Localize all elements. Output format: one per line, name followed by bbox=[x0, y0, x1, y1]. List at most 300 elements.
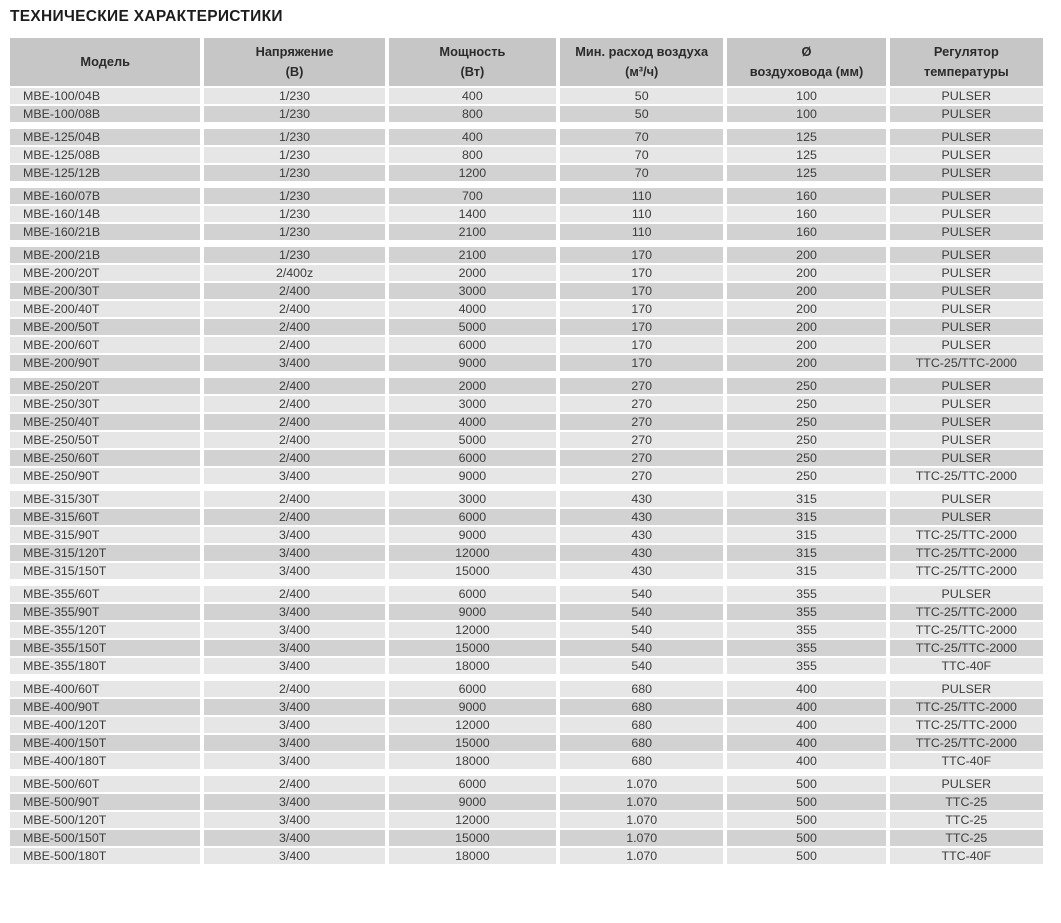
value-cell: PULSER bbox=[890, 776, 1043, 792]
column-header bbox=[204, 38, 384, 86]
table-row bbox=[10, 206, 1043, 222]
model-cell: MBE-200/40T bbox=[10, 301, 200, 317]
value-cell: 680 bbox=[560, 699, 723, 715]
model-cell: MBE-500/60T bbox=[10, 776, 200, 792]
value-cell: 1/230 bbox=[204, 165, 384, 181]
value-cell: 355 bbox=[727, 658, 885, 674]
value-cell: 3/400 bbox=[204, 622, 384, 638]
value-cell: 4000 bbox=[389, 414, 556, 430]
value-cell: PULSER bbox=[890, 147, 1043, 163]
value-cell: 540 bbox=[560, 622, 723, 638]
value-cell: 1/230 bbox=[204, 224, 384, 240]
value-cell: 2/400 bbox=[204, 432, 384, 448]
table-row bbox=[10, 319, 1043, 335]
value-cell: 430 bbox=[560, 491, 723, 507]
value-cell: 2/400 bbox=[204, 450, 384, 466]
value-cell: 500 bbox=[727, 794, 885, 810]
model-cell: MBE-200/60T bbox=[10, 337, 200, 353]
value-cell: 5000 bbox=[389, 319, 556, 335]
value-cell: PULSER bbox=[890, 681, 1043, 697]
value-cell: 500 bbox=[727, 776, 885, 792]
value-cell: 170 bbox=[560, 301, 723, 317]
model-cell: MBE-500/150T bbox=[10, 830, 200, 846]
model-cell: MBE-315/30T bbox=[10, 491, 200, 507]
value-cell: 1/230 bbox=[204, 147, 384, 163]
value-cell: TTC-25/TTC-2000 bbox=[890, 527, 1043, 543]
group-separator-cell bbox=[10, 124, 1043, 127]
value-cell: 3/400 bbox=[204, 753, 384, 769]
model-cell: MBE-250/50T bbox=[10, 432, 200, 448]
value-cell: 9000 bbox=[389, 604, 556, 620]
model-cell: MBE-250/20T bbox=[10, 378, 200, 394]
group-separator-cell bbox=[10, 581, 1043, 584]
value-cell: 680 bbox=[560, 735, 723, 751]
table-row bbox=[10, 301, 1043, 317]
value-cell: 3/400 bbox=[204, 699, 384, 715]
value-cell: 680 bbox=[560, 681, 723, 697]
value-cell: 3/400 bbox=[204, 812, 384, 828]
value-cell: 270 bbox=[560, 432, 723, 448]
spec-table bbox=[6, 36, 1047, 866]
value-cell: 540 bbox=[560, 604, 723, 620]
header-row bbox=[10, 38, 1043, 86]
value-cell: 2000 bbox=[389, 378, 556, 394]
value-cell: 540 bbox=[560, 640, 723, 656]
column-header bbox=[10, 38, 200, 86]
table-row bbox=[10, 794, 1043, 810]
table-row bbox=[10, 450, 1043, 466]
table-row bbox=[10, 265, 1043, 281]
group-separator bbox=[10, 373, 1043, 376]
value-cell: PULSER bbox=[890, 378, 1043, 394]
group-separator bbox=[10, 242, 1043, 245]
value-cell: 3/400 bbox=[204, 545, 384, 561]
value-cell: TTC-25/TTC-2000 bbox=[890, 640, 1043, 656]
value-cell: 500 bbox=[727, 848, 885, 864]
value-cell: 270 bbox=[560, 396, 723, 412]
value-cell: 15000 bbox=[389, 830, 556, 846]
group-separator bbox=[10, 771, 1043, 774]
value-cell: 125 bbox=[727, 129, 885, 145]
model-cell: MBE-250/30T bbox=[10, 396, 200, 412]
table-row bbox=[10, 247, 1043, 263]
value-cell: 430 bbox=[560, 509, 723, 525]
value-cell: 400 bbox=[727, 699, 885, 715]
value-cell: 200 bbox=[727, 337, 885, 353]
column-header-line1: Модель bbox=[80, 54, 130, 70]
value-cell: TTC-25/TTC-2000 bbox=[890, 604, 1043, 620]
value-cell: 400 bbox=[389, 129, 556, 145]
value-cell: TTC-40F bbox=[890, 753, 1043, 769]
column-header-line1: Ø bbox=[801, 44, 812, 60]
value-cell: 170 bbox=[560, 319, 723, 335]
model-cell: MBE-400/90T bbox=[10, 699, 200, 715]
value-cell: 250 bbox=[727, 414, 885, 430]
table-row bbox=[10, 88, 1043, 104]
model-cell: MBE-315/150T bbox=[10, 563, 200, 579]
model-cell: MBE-125/12B bbox=[10, 165, 200, 181]
value-cell: 12000 bbox=[389, 717, 556, 733]
table-row bbox=[10, 165, 1043, 181]
value-cell: 50 bbox=[560, 88, 723, 104]
model-cell: MBE-100/08B bbox=[10, 106, 200, 122]
value-cell: 6000 bbox=[389, 586, 556, 602]
value-cell: 15000 bbox=[389, 735, 556, 751]
value-cell: 315 bbox=[727, 527, 885, 543]
table-row bbox=[10, 106, 1043, 122]
table-row bbox=[10, 563, 1043, 579]
value-cell: 1/230 bbox=[204, 129, 384, 145]
table-row bbox=[10, 776, 1043, 792]
value-cell: TTC-25 bbox=[890, 830, 1043, 846]
value-cell: 430 bbox=[560, 545, 723, 561]
table-row bbox=[10, 337, 1043, 353]
value-cell: 3/400 bbox=[204, 527, 384, 543]
value-cell: 3/400 bbox=[204, 848, 384, 864]
value-cell: 270 bbox=[560, 468, 723, 484]
model-cell: MBE-160/07B bbox=[10, 188, 200, 204]
value-cell: 1400 bbox=[389, 206, 556, 222]
value-cell: 2/400 bbox=[204, 396, 384, 412]
value-cell: 250 bbox=[727, 396, 885, 412]
model-cell: MBE-250/40T bbox=[10, 414, 200, 430]
table-row bbox=[10, 658, 1043, 674]
model-cell: MBE-500/120T bbox=[10, 812, 200, 828]
value-cell: 9000 bbox=[389, 794, 556, 810]
value-cell: 160 bbox=[727, 188, 885, 204]
value-cell: 6000 bbox=[389, 681, 556, 697]
value-cell: 500 bbox=[727, 830, 885, 846]
table-row bbox=[10, 188, 1043, 204]
value-cell: 1200 bbox=[389, 165, 556, 181]
value-cell: 9000 bbox=[389, 355, 556, 371]
model-cell: MBE-200/20T bbox=[10, 265, 200, 281]
value-cell: PULSER bbox=[890, 88, 1043, 104]
table-row bbox=[10, 699, 1043, 715]
value-cell: TTC-25 bbox=[890, 794, 1043, 810]
value-cell: PULSER bbox=[890, 450, 1043, 466]
value-cell: 315 bbox=[727, 545, 885, 561]
value-cell: TTC-40F bbox=[890, 658, 1043, 674]
group-separator bbox=[10, 183, 1043, 186]
value-cell: 100 bbox=[727, 106, 885, 122]
model-cell: MBE-355/150T bbox=[10, 640, 200, 656]
value-cell: 250 bbox=[727, 432, 885, 448]
value-cell: PULSER bbox=[890, 509, 1043, 525]
table-row bbox=[10, 491, 1043, 507]
table-row bbox=[10, 527, 1043, 543]
column-header-line2: температуры bbox=[923, 64, 1009, 79]
value-cell: 3/400 bbox=[204, 604, 384, 620]
group-separator-cell bbox=[10, 771, 1043, 774]
value-cell: 2/400 bbox=[204, 509, 384, 525]
value-cell: 5000 bbox=[389, 432, 556, 448]
value-cell: 250 bbox=[727, 450, 885, 466]
value-cell: PULSER bbox=[890, 247, 1043, 263]
value-cell: 270 bbox=[560, 414, 723, 430]
model-cell: MBE-125/08B bbox=[10, 147, 200, 163]
table-row bbox=[10, 509, 1043, 525]
value-cell: 400 bbox=[727, 735, 885, 751]
value-cell: 3/400 bbox=[204, 640, 384, 656]
value-cell: 4000 bbox=[389, 301, 556, 317]
table-row bbox=[10, 848, 1043, 864]
column-header-line2: (м³/ч) bbox=[625, 64, 659, 79]
value-cell: 2/400 bbox=[204, 301, 384, 317]
value-cell: 250 bbox=[727, 468, 885, 484]
value-cell: 18000 bbox=[389, 848, 556, 864]
value-cell: 3000 bbox=[389, 396, 556, 412]
model-cell: MBE-315/90T bbox=[10, 527, 200, 543]
value-cell: TTC-25/TTC-2000 bbox=[890, 622, 1043, 638]
value-cell: PULSER bbox=[890, 129, 1043, 145]
table-row bbox=[10, 378, 1043, 394]
group-separator bbox=[10, 676, 1043, 679]
table-row bbox=[10, 812, 1043, 828]
value-cell: 3/400 bbox=[204, 735, 384, 751]
table-row bbox=[10, 396, 1043, 412]
table-row bbox=[10, 432, 1043, 448]
value-cell: 1/230 bbox=[204, 106, 384, 122]
group-separator-cell bbox=[10, 373, 1043, 376]
value-cell: TTC-25/TTC-2000 bbox=[890, 468, 1043, 484]
value-cell: 200 bbox=[727, 265, 885, 281]
value-cell: 540 bbox=[560, 658, 723, 674]
value-cell: TTC-25/TTC-2000 bbox=[890, 699, 1043, 715]
value-cell: TTC-25/TTC-2000 bbox=[890, 735, 1043, 751]
group-separator bbox=[10, 486, 1043, 489]
value-cell: 9000 bbox=[389, 527, 556, 543]
value-cell: 18000 bbox=[389, 658, 556, 674]
column-header-line2: (В) bbox=[285, 64, 304, 79]
table-row bbox=[10, 830, 1043, 846]
value-cell: 355 bbox=[727, 640, 885, 656]
model-cell: MBE-355/90T bbox=[10, 604, 200, 620]
value-cell: 170 bbox=[560, 247, 723, 263]
value-cell: 50 bbox=[560, 106, 723, 122]
value-cell: TTC-25 bbox=[890, 812, 1043, 828]
value-cell: 270 bbox=[560, 450, 723, 466]
value-cell: 2100 bbox=[389, 224, 556, 240]
value-cell: 70 bbox=[560, 129, 723, 145]
value-cell: PULSER bbox=[890, 165, 1043, 181]
value-cell: 2/400 bbox=[204, 378, 384, 394]
page-title: ТЕХНИЧЕСКИЕ ХАРАКТЕРИСТИКИ bbox=[10, 8, 283, 25]
value-cell: 2000 bbox=[389, 265, 556, 281]
value-cell: 355 bbox=[727, 622, 885, 638]
value-cell: 3/400 bbox=[204, 794, 384, 810]
value-cell: PULSER bbox=[890, 432, 1043, 448]
column-header-line1: Напряжение bbox=[255, 44, 334, 60]
table-row bbox=[10, 622, 1043, 638]
model-cell: MBE-200/90T bbox=[10, 355, 200, 371]
table-row bbox=[10, 224, 1043, 240]
value-cell: 2/400 bbox=[204, 337, 384, 353]
value-cell: 70 bbox=[560, 165, 723, 181]
value-cell: 18000 bbox=[389, 753, 556, 769]
value-cell: 3/400 bbox=[204, 658, 384, 674]
value-cell: PULSER bbox=[890, 337, 1043, 353]
value-cell: 200 bbox=[727, 283, 885, 299]
model-cell: MBE-160/14B bbox=[10, 206, 200, 222]
value-cell: PULSER bbox=[890, 283, 1043, 299]
value-cell: 1.070 bbox=[560, 848, 723, 864]
table-row bbox=[10, 414, 1043, 430]
value-cell: 2/400 bbox=[204, 776, 384, 792]
value-cell: 3/400 bbox=[204, 355, 384, 371]
value-cell: 3/400 bbox=[204, 563, 384, 579]
table-row bbox=[10, 468, 1043, 484]
value-cell: PULSER bbox=[890, 319, 1043, 335]
value-cell: 680 bbox=[560, 753, 723, 769]
model-cell: MBE-355/180T bbox=[10, 658, 200, 674]
table-row bbox=[10, 604, 1043, 620]
value-cell: 355 bbox=[727, 586, 885, 602]
column-header bbox=[389, 38, 556, 86]
value-cell: 2/400z bbox=[204, 265, 384, 281]
column-header bbox=[727, 38, 885, 86]
value-cell: 3000 bbox=[389, 491, 556, 507]
group-separator-cell bbox=[10, 676, 1043, 679]
table-row bbox=[10, 717, 1043, 733]
value-cell: 315 bbox=[727, 563, 885, 579]
value-cell: PULSER bbox=[890, 206, 1043, 222]
value-cell: 12000 bbox=[389, 622, 556, 638]
value-cell: 250 bbox=[727, 378, 885, 394]
value-cell: 3000 bbox=[389, 283, 556, 299]
model-cell: MBE-160/21B bbox=[10, 224, 200, 240]
value-cell: 12000 bbox=[389, 812, 556, 828]
value-cell: 9000 bbox=[389, 699, 556, 715]
value-cell: 2/400 bbox=[204, 414, 384, 430]
value-cell: 2/400 bbox=[204, 491, 384, 507]
value-cell: 1.070 bbox=[560, 830, 723, 846]
value-cell: PULSER bbox=[890, 396, 1043, 412]
value-cell: 800 bbox=[389, 106, 556, 122]
table-row bbox=[10, 545, 1043, 561]
model-cell: MBE-500/180T bbox=[10, 848, 200, 864]
value-cell: 540 bbox=[560, 586, 723, 602]
value-cell: 170 bbox=[560, 283, 723, 299]
model-cell: MBE-315/60T bbox=[10, 509, 200, 525]
value-cell: 270 bbox=[560, 378, 723, 394]
value-cell: 200 bbox=[727, 247, 885, 263]
value-cell: 6000 bbox=[389, 509, 556, 525]
model-cell: MBE-315/120T bbox=[10, 545, 200, 561]
value-cell: 9000 bbox=[389, 468, 556, 484]
table-row bbox=[10, 735, 1043, 751]
group-separator-cell bbox=[10, 242, 1043, 245]
table-row bbox=[10, 753, 1043, 769]
value-cell: TTC-25/TTC-2000 bbox=[890, 563, 1043, 579]
value-cell: 1/230 bbox=[204, 247, 384, 263]
group-separator bbox=[10, 581, 1043, 584]
group-separator-cell bbox=[10, 486, 1043, 489]
table-row bbox=[10, 640, 1043, 656]
value-cell: 700 bbox=[389, 188, 556, 204]
value-cell: 170 bbox=[560, 355, 723, 371]
value-cell: 6000 bbox=[389, 776, 556, 792]
value-cell: TTC-25/TTC-2000 bbox=[890, 717, 1043, 733]
value-cell: 1/230 bbox=[204, 188, 384, 204]
group-separator-cell bbox=[10, 183, 1043, 186]
value-cell: PULSER bbox=[890, 301, 1043, 317]
value-cell: 3/400 bbox=[204, 468, 384, 484]
table-row bbox=[10, 355, 1043, 371]
table-row bbox=[10, 586, 1043, 602]
value-cell: 2/400 bbox=[204, 319, 384, 335]
value-cell: 160 bbox=[727, 224, 885, 240]
table-body bbox=[10, 88, 1043, 864]
value-cell: 170 bbox=[560, 265, 723, 281]
value-cell: 1.070 bbox=[560, 776, 723, 792]
value-cell: 6000 bbox=[389, 337, 556, 353]
table-row bbox=[10, 681, 1043, 697]
model-cell: MBE-400/120T bbox=[10, 717, 200, 733]
model-cell: MBE-500/90T bbox=[10, 794, 200, 810]
value-cell: 2/400 bbox=[204, 283, 384, 299]
value-cell: PULSER bbox=[890, 188, 1043, 204]
model-cell: MBE-250/60T bbox=[10, 450, 200, 466]
value-cell: 12000 bbox=[389, 545, 556, 561]
value-cell: 315 bbox=[727, 509, 885, 525]
column-header-line2: (Вт) bbox=[460, 64, 485, 79]
value-cell: 355 bbox=[727, 604, 885, 620]
value-cell: 1.070 bbox=[560, 812, 723, 828]
model-cell: MBE-100/04B bbox=[10, 88, 200, 104]
model-cell: MBE-250/90T bbox=[10, 468, 200, 484]
value-cell: TTC-25/TTC-2000 bbox=[890, 545, 1043, 561]
value-cell: 160 bbox=[727, 206, 885, 222]
group-separator bbox=[10, 124, 1043, 127]
value-cell: 400 bbox=[727, 753, 885, 769]
table-row bbox=[10, 147, 1043, 163]
value-cell: 15000 bbox=[389, 640, 556, 656]
value-cell: TTC-25/TTC-2000 bbox=[890, 355, 1043, 371]
value-cell: 800 bbox=[389, 147, 556, 163]
model-cell: MBE-355/60T bbox=[10, 586, 200, 602]
model-cell: MBE-200/30T bbox=[10, 283, 200, 299]
value-cell: PULSER bbox=[890, 491, 1043, 507]
model-cell: MBE-200/50T bbox=[10, 319, 200, 335]
value-cell: 200 bbox=[727, 319, 885, 335]
value-cell: 500 bbox=[727, 812, 885, 828]
table-row bbox=[10, 283, 1043, 299]
value-cell: 110 bbox=[560, 206, 723, 222]
column-header-line1: Мин. расход воздуха bbox=[575, 44, 709, 60]
model-cell: MBE-400/150T bbox=[10, 735, 200, 751]
value-cell: 315 bbox=[727, 491, 885, 507]
column-header bbox=[560, 38, 723, 86]
value-cell: 400 bbox=[727, 681, 885, 697]
value-cell: PULSER bbox=[890, 224, 1043, 240]
value-cell: 125 bbox=[727, 147, 885, 163]
model-cell: MBE-355/120T bbox=[10, 622, 200, 638]
value-cell: 170 bbox=[560, 337, 723, 353]
value-cell: 1.070 bbox=[560, 794, 723, 810]
value-cell: 200 bbox=[727, 301, 885, 317]
column-header-line1: Мощность bbox=[439, 44, 506, 60]
value-cell: PULSER bbox=[890, 586, 1043, 602]
value-cell: 110 bbox=[560, 188, 723, 204]
value-cell: 3/400 bbox=[204, 830, 384, 846]
value-cell: PULSER bbox=[890, 106, 1043, 122]
value-cell: 100 bbox=[727, 88, 885, 104]
value-cell: 430 bbox=[560, 527, 723, 543]
table-row bbox=[10, 129, 1043, 145]
model-cell: MBE-400/180T bbox=[10, 753, 200, 769]
value-cell: PULSER bbox=[890, 265, 1043, 281]
